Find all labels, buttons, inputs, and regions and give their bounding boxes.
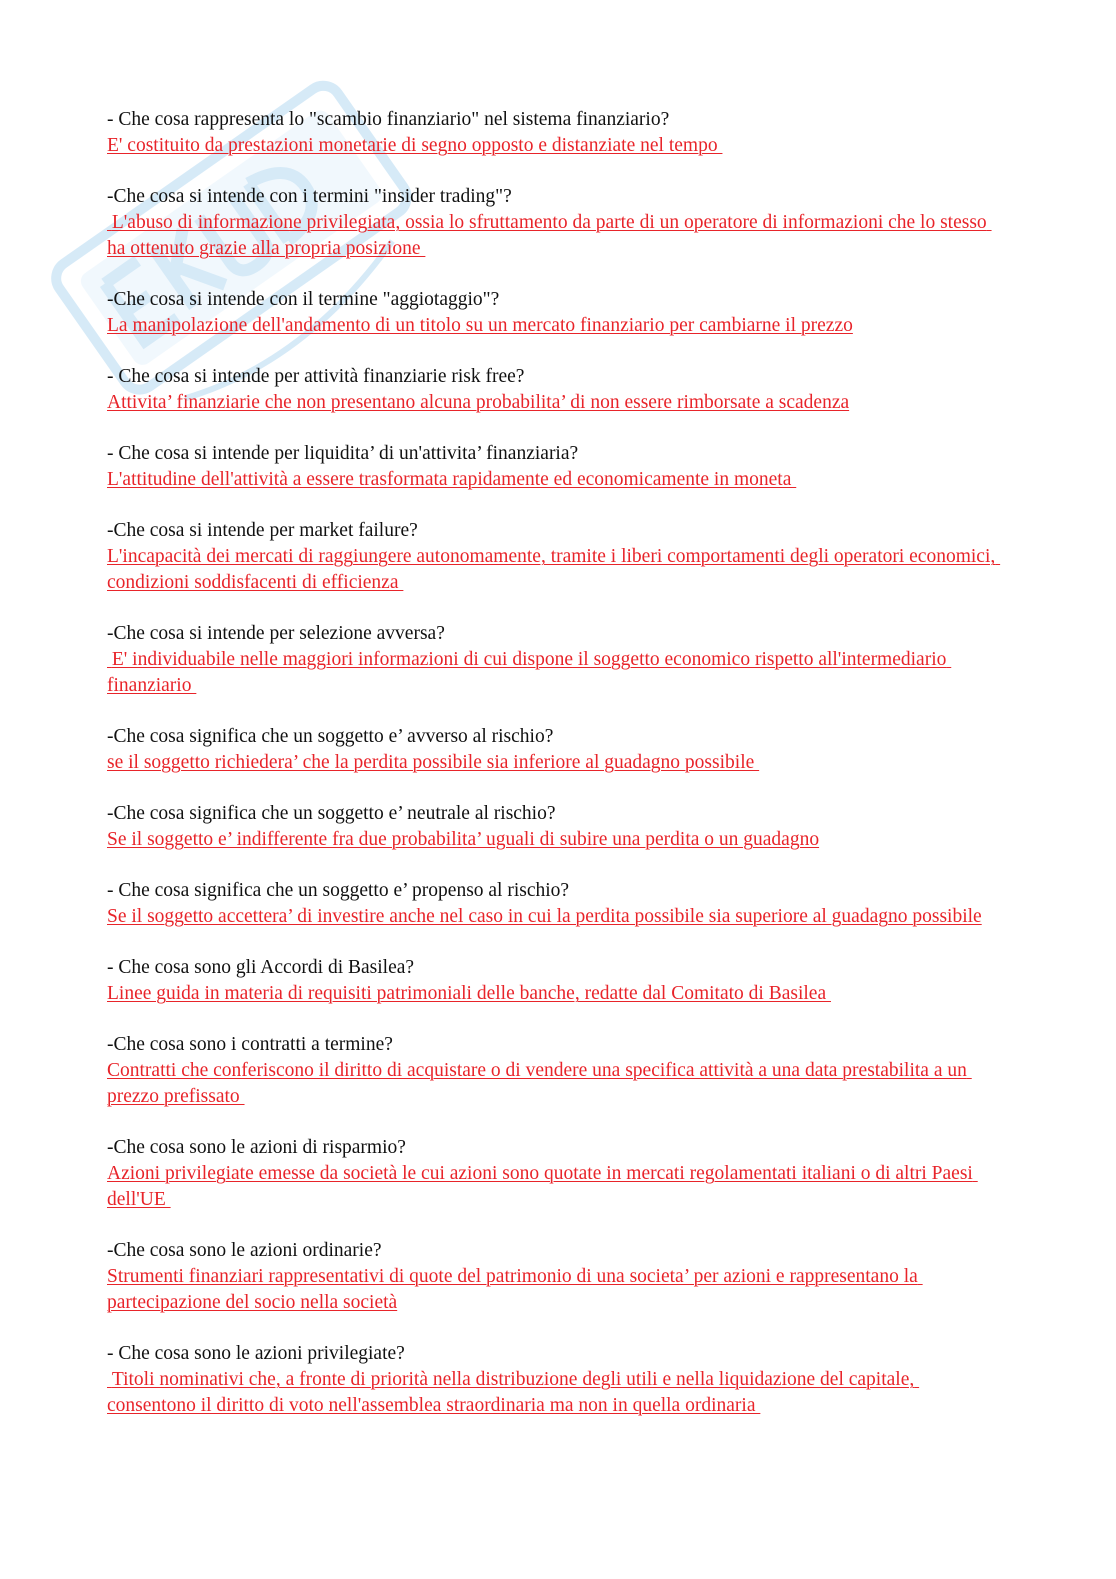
qa-item <box>107 801 1007 853</box>
question-text: -Che cosa sono le azioni di risparmio? <box>107 1137 406 1159</box>
qa-item <box>107 441 1007 493</box>
question-text: -Che cosa significa che un soggetto e’ avverso al rischio? <box>107 726 554 748</box>
answer-text: Linee guida in materia di requisiti patrimoniali delle banche, redatte dal Comitato di Basilea <box>107 983 831 1005</box>
question-text: - Che cosa significa che un soggetto e’ propenso al rischio? <box>107 880 570 902</box>
answer-text: Se il soggetto accettera’ di investire anche nel caso in cui la perdita possibile sia superiore al guadagno possibile <box>107 906 982 928</box>
answer-text: Titoli nominativi che, a fronte di priorità nella distribuzione degli utili e nella liquidazione del capitale, consentono il diritto di voto nell'assemblea straordinaria ma non in quella ordinaria <box>107 1368 920 1416</box>
answer-text: Contratti che conferiscono il diritto di acquistare o di vendere una specifica attività a una data prestabilita a un prezzo prefissato <box>107 1060 972 1108</box>
question-text: - Che cosa sono gli Accordi di Basilea? <box>107 957 415 979</box>
answer-text: E' costituito da prestazioni monetarie di segno opposto e distanziate nel tempo <box>107 134 723 156</box>
answer-text: E' individuabile nelle maggiori informazioni di cui dispone il soggetto economico rispetto all'intermediario finanziario <box>107 648 952 696</box>
answer-text: Attivita’ finanziarie che non presentano alcuna probabilita’ di non essere rimborsate a scadenza <box>107 391 850 413</box>
answer-text: Se il soggetto e’ indifferente fra due probabilita’ uguali di subire una perdita o un guadagno <box>107 828 820 850</box>
qa-item <box>107 878 1007 930</box>
answer-text: Strumenti finanziari rappresentativi di quote del patrimonio di una societa’ per azioni e rappresentano la partecipazione del socio nella società <box>107 1266 923 1313</box>
qa-item <box>107 364 1007 416</box>
qa-item <box>107 1341 1007 1418</box>
question-text: - Che cosa sono le azioni privilegiate? <box>107 1343 405 1365</box>
answer-text: L'attitudine dell'attività a essere trasformata rapidamente ed economicamente in moneta <box>107 468 797 490</box>
qa-item <box>107 1032 1007 1109</box>
question-text: -Che cosa si intende per market failure? <box>107 520 418 542</box>
qa-item <box>107 724 1007 776</box>
question-text: -Che cosa sono le azioni ordinarie? <box>107 1240 382 1262</box>
qa-item <box>107 287 1007 339</box>
qa-item <box>107 1135 1007 1212</box>
answer-text: Azioni privilegiate emesse da società le cui azioni sono quotate in mercati regolamentati italiani o di altri Paesi dell'UE <box>107 1163 978 1210</box>
question-text: -Che cosa sono i contratti a termine? <box>107 1034 393 1056</box>
answer-text: L'abuso di informazione privilegiata, ossia lo sfruttamento da parte di un operatore di informazioni che lo stesso ha ottenuto grazie alla propria posizione <box>107 211 992 259</box>
qa-item <box>107 107 1007 159</box>
document-body <box>107 107 1007 1444</box>
question-text: -Che cosa si intende con il termine "aggiotaggio"? <box>107 288 500 310</box>
question-text: -Che cosa si intende per selezione avversa? <box>107 623 445 645</box>
qa-item <box>107 184 1007 261</box>
qa-item <box>107 955 1007 1007</box>
qa-item <box>107 1238 1007 1315</box>
qa-item <box>107 621 1007 698</box>
answer-text: La manipolazione dell'andamento di un titolo su un mercato finanziario per cambiarne il prezzo <box>107 314 853 336</box>
question-text: - Che cosa si intende per liquidita’ di un'attivita’ finanziaria? <box>107 443 579 465</box>
answer-text: se il soggetto richiedera’ che la perdita possibile sia inferiore al guadagno possibile <box>107 751 760 773</box>
question-text: -Che cosa si intende con i termini "insider trading"? <box>107 186 512 208</box>
question-text: - Che cosa si intende per attività finanziarie risk free? <box>107 366 525 388</box>
question-text: - Che cosa rappresenta lo "scambio finanziario" nel sistema finanziario? <box>107 109 670 130</box>
qa-item <box>107 518 1007 595</box>
answer-text: L'incapacità dei mercati di raggiungere autonomamente, tramite i liberi comportamenti degli operatori economici, condizioni soddisfacenti di efficienza <box>107 546 1001 593</box>
question-text: -Che cosa significa che un soggetto e’ neutrale al rischio? <box>107 803 556 825</box>
